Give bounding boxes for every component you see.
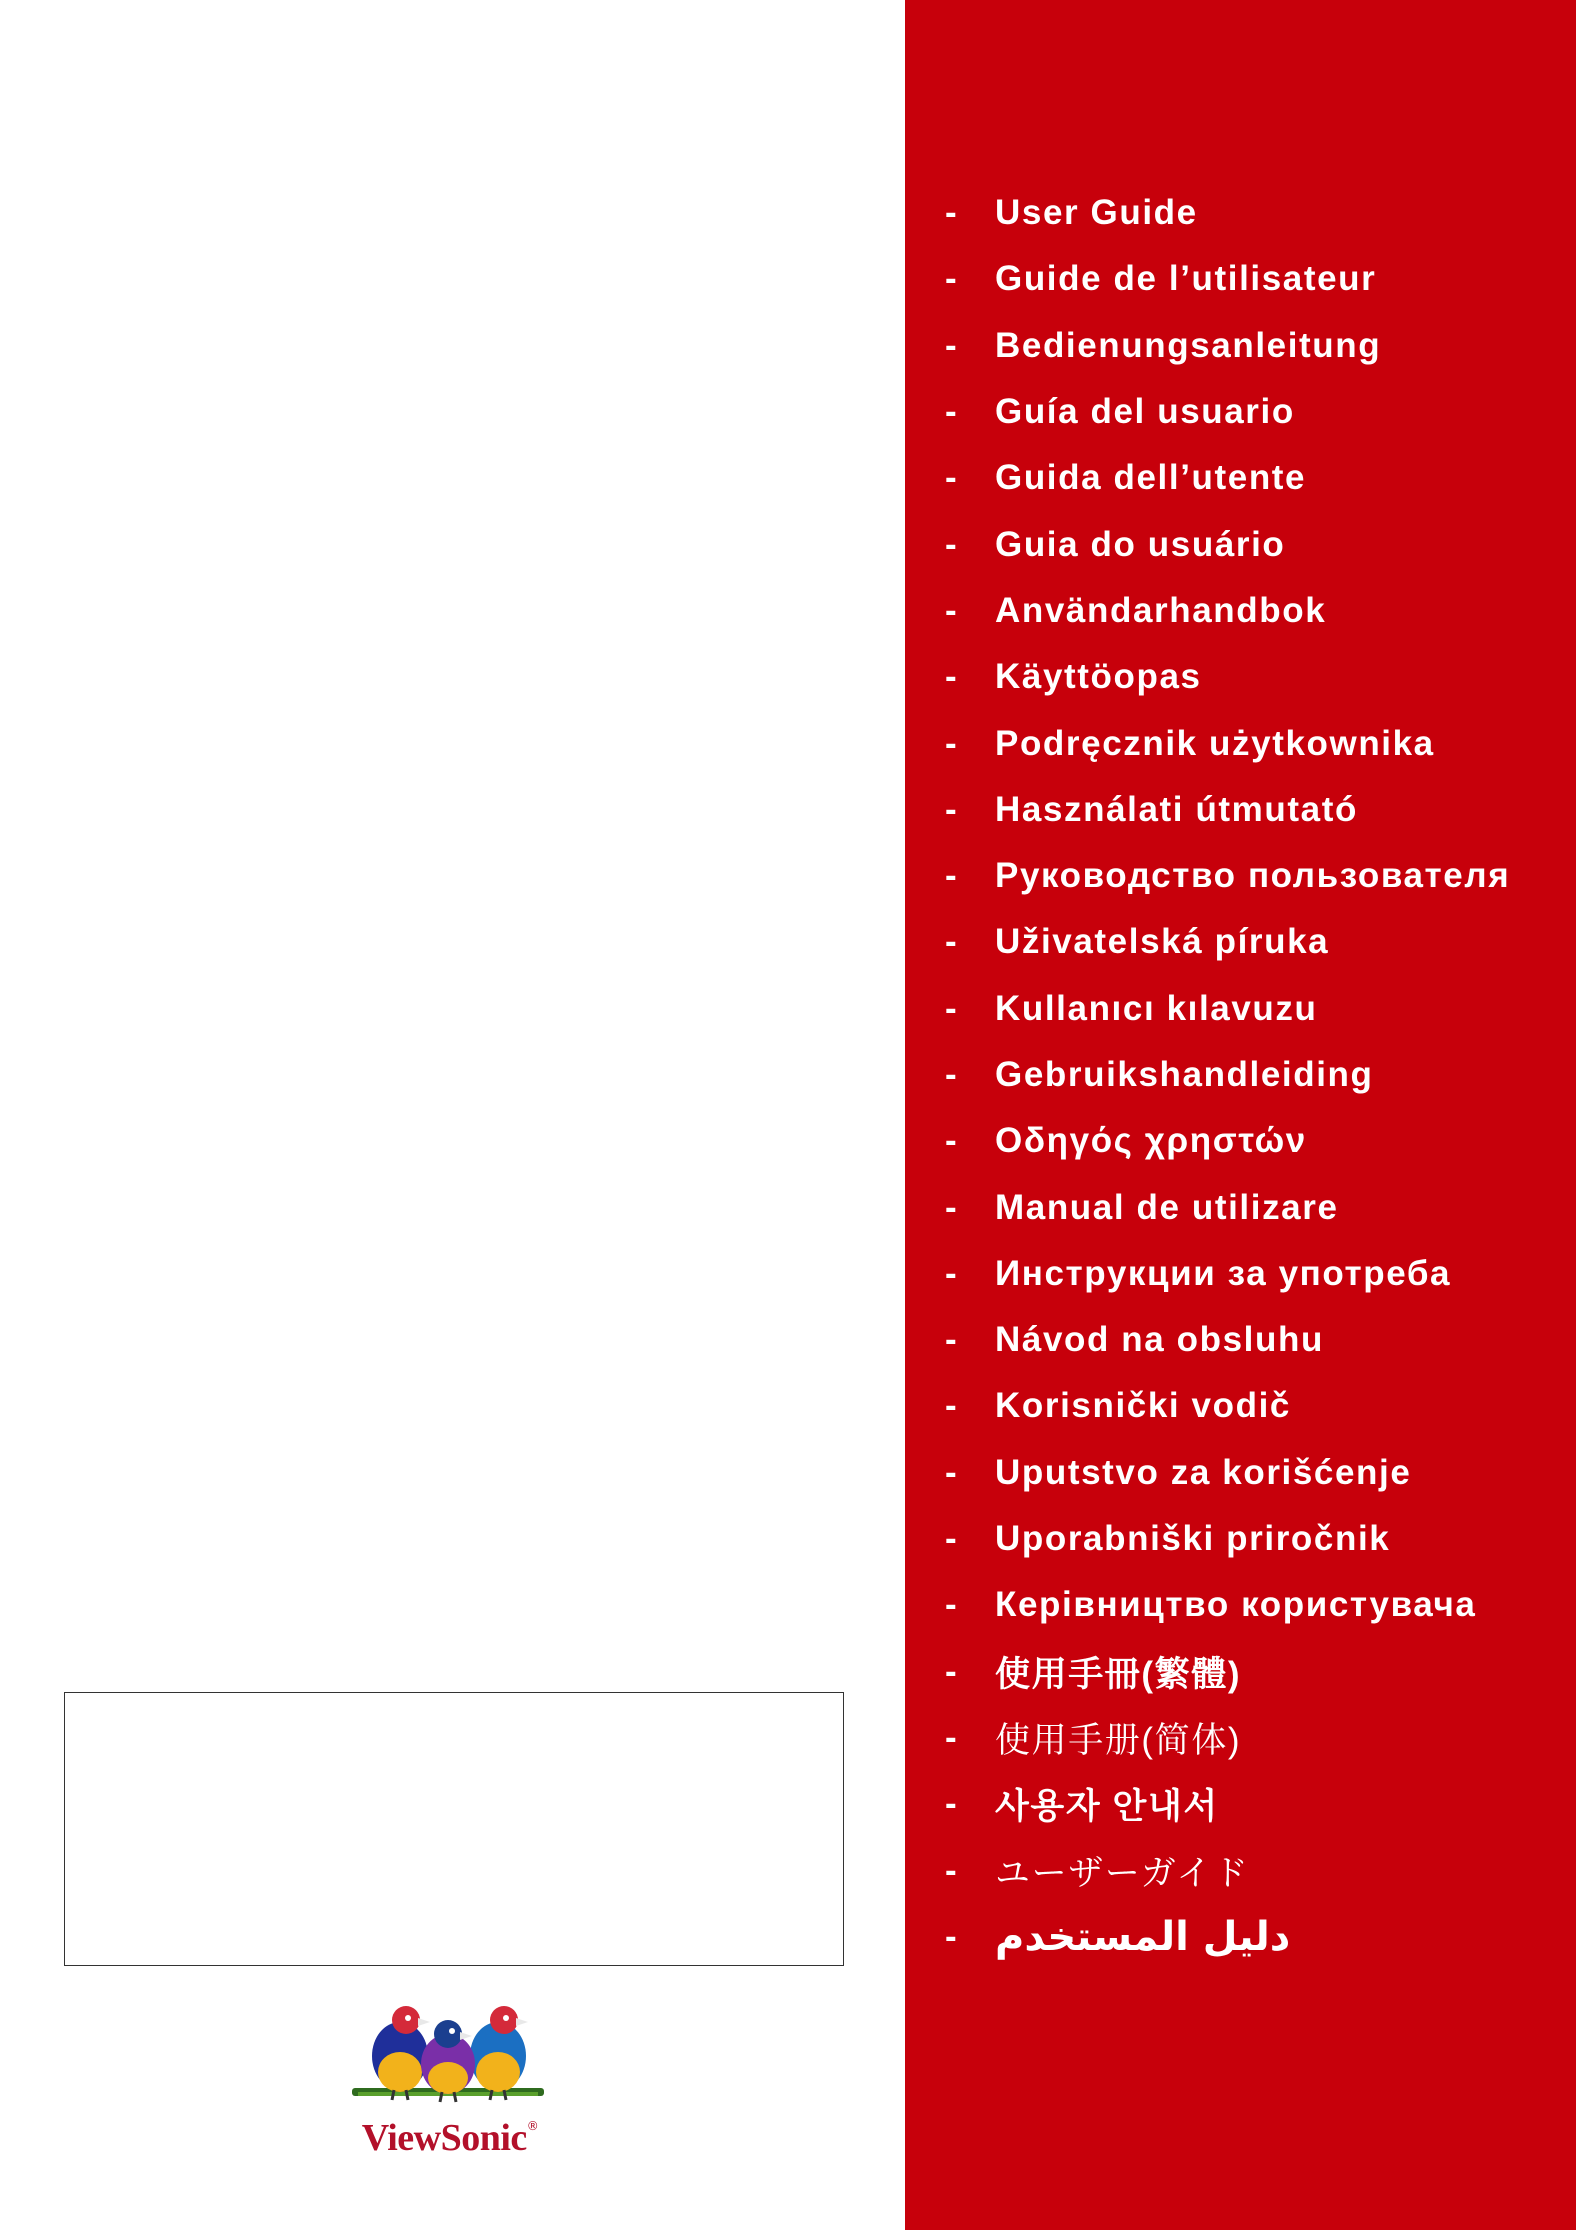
list-item: [945, 1241, 1565, 1307]
list-item: [945, 1771, 1565, 1837]
guide-title: Руководство пользователя: [995, 856, 1511, 896]
guide-title: Käyttöopas: [995, 657, 1202, 697]
bullet-dash: -: [945, 988, 959, 1028]
guide-title: Návod na obsluhu: [995, 1320, 1324, 1360]
guide-title: 使用手册(简体): [995, 1720, 1242, 1760]
bullet-dash: -: [945, 1850, 959, 1890]
list-item: [945, 180, 1565, 246]
bullet-dash: -: [945, 325, 959, 365]
guide-title: Uputstvo za korišćenje: [995, 1452, 1412, 1492]
bullet-dash: -: [945, 856, 959, 896]
guide-title: 사용자 안내서: [995, 1787, 1219, 1827]
bullet-dash: -: [945, 259, 959, 299]
guide-title: Bedienungsanleitung: [995, 325, 1382, 365]
bullet-dash: -: [945, 524, 959, 564]
bullet-dash: -: [945, 1651, 959, 1691]
guide-title: Guida dell’utente: [995, 458, 1307, 498]
bullet-dash: -: [945, 458, 959, 498]
bullet-dash: -: [945, 1055, 959, 1094]
bullet-dash: -: [945, 1717, 959, 1757]
bullet-dash: -: [945, 1585, 959, 1625]
guide-title: Guía del usuario: [995, 392, 1295, 432]
guide-title: Guia do usuário: [995, 524, 1286, 564]
list-item: [945, 1174, 1565, 1240]
guide-title: Керівництво користувача: [995, 1585, 1477, 1625]
guide-title: 使用手冊(繁體): [995, 1654, 1242, 1694]
list-item: [945, 379, 1565, 445]
bullet-dash: -: [945, 1452, 959, 1492]
guide-title: Guide de l’utilisateur: [995, 259, 1377, 299]
guide-title: Uživatelská píruka: [995, 922, 1330, 962]
list-item: [945, 909, 1565, 975]
list-item: [945, 1042, 1565, 1108]
bullet-dash: -: [945, 590, 959, 630]
three-birds-logo-icon: [348, 2000, 548, 2116]
bullet-dash: -: [945, 723, 959, 763]
guide-title: Podręcznik użytkownika: [995, 723, 1435, 763]
brand-name: ViewSonic: [361, 2117, 527, 2159]
list-item: [945, 578, 1565, 644]
model-label-box: [64, 1692, 844, 1966]
brand-wordmark: [320, 2116, 580, 2160]
bullet-dash: -: [945, 1519, 959, 1559]
list-item: [945, 644, 1565, 710]
guide-title: ユーザーガイド: [995, 1853, 1250, 1893]
list-item: [945, 1108, 1565, 1174]
list-item: [945, 511, 1565, 577]
bullet-dash: -: [945, 392, 959, 432]
guide-title: Használati útmutató: [995, 789, 1358, 829]
bullet-dash: -: [945, 1121, 959, 1161]
list-item: [945, 1639, 1565, 1705]
language-guide-list: [945, 180, 1565, 1970]
list-item: [945, 1705, 1565, 1771]
bullet-dash: -: [945, 789, 959, 829]
registered-mark: ®: [526, 2119, 539, 2133]
guide-title: Användarhandbok: [995, 590, 1327, 630]
list-item: [945, 777, 1565, 843]
list-item: [945, 313, 1565, 379]
guide-title: Manual de utilizare: [995, 1187, 1339, 1227]
list-item: [945, 445, 1565, 511]
list-item: [945, 1837, 1565, 1903]
list-item: [945, 1572, 1565, 1638]
list-item: [945, 710, 1565, 776]
list-item: [945, 246, 1565, 312]
guide-title: Инструкции за употреба: [995, 1253, 1452, 1293]
guide-title: Uporabniški priročnik: [995, 1519, 1391, 1559]
guide-title: Korisnički vodič: [995, 1386, 1291, 1426]
guide-title: Gebruikshandleiding: [995, 1055, 1374, 1094]
bullet-dash: -: [945, 193, 959, 233]
list-item: [945, 976, 1565, 1042]
bullet-dash: -: [945, 1916, 959, 1956]
bullet-dash: -: [945, 1253, 959, 1293]
list-item: [945, 1506, 1565, 1572]
bullet-dash: -: [945, 1320, 959, 1360]
list-item: [945, 1373, 1565, 1439]
bullet-dash: -: [945, 1187, 959, 1227]
viewsonic-logo: [320, 2000, 580, 2170]
guide-title: User Guide: [995, 193, 1198, 233]
guide-title: دليل المستخدم: [995, 1913, 1291, 1960]
list-item: [945, 1904, 1565, 1970]
list-item: [945, 1307, 1565, 1373]
bullet-dash: -: [945, 922, 959, 962]
bullet-dash: -: [945, 1386, 959, 1426]
guide-title: Οδηγός χρηστών: [995, 1121, 1307, 1161]
bullet-dash: -: [945, 1784, 959, 1824]
list-item: [945, 1440, 1565, 1506]
bullet-dash: -: [945, 657, 959, 697]
guide-title: Kullanıcı kılavuzu: [995, 988, 1318, 1028]
list-item: [945, 843, 1565, 909]
